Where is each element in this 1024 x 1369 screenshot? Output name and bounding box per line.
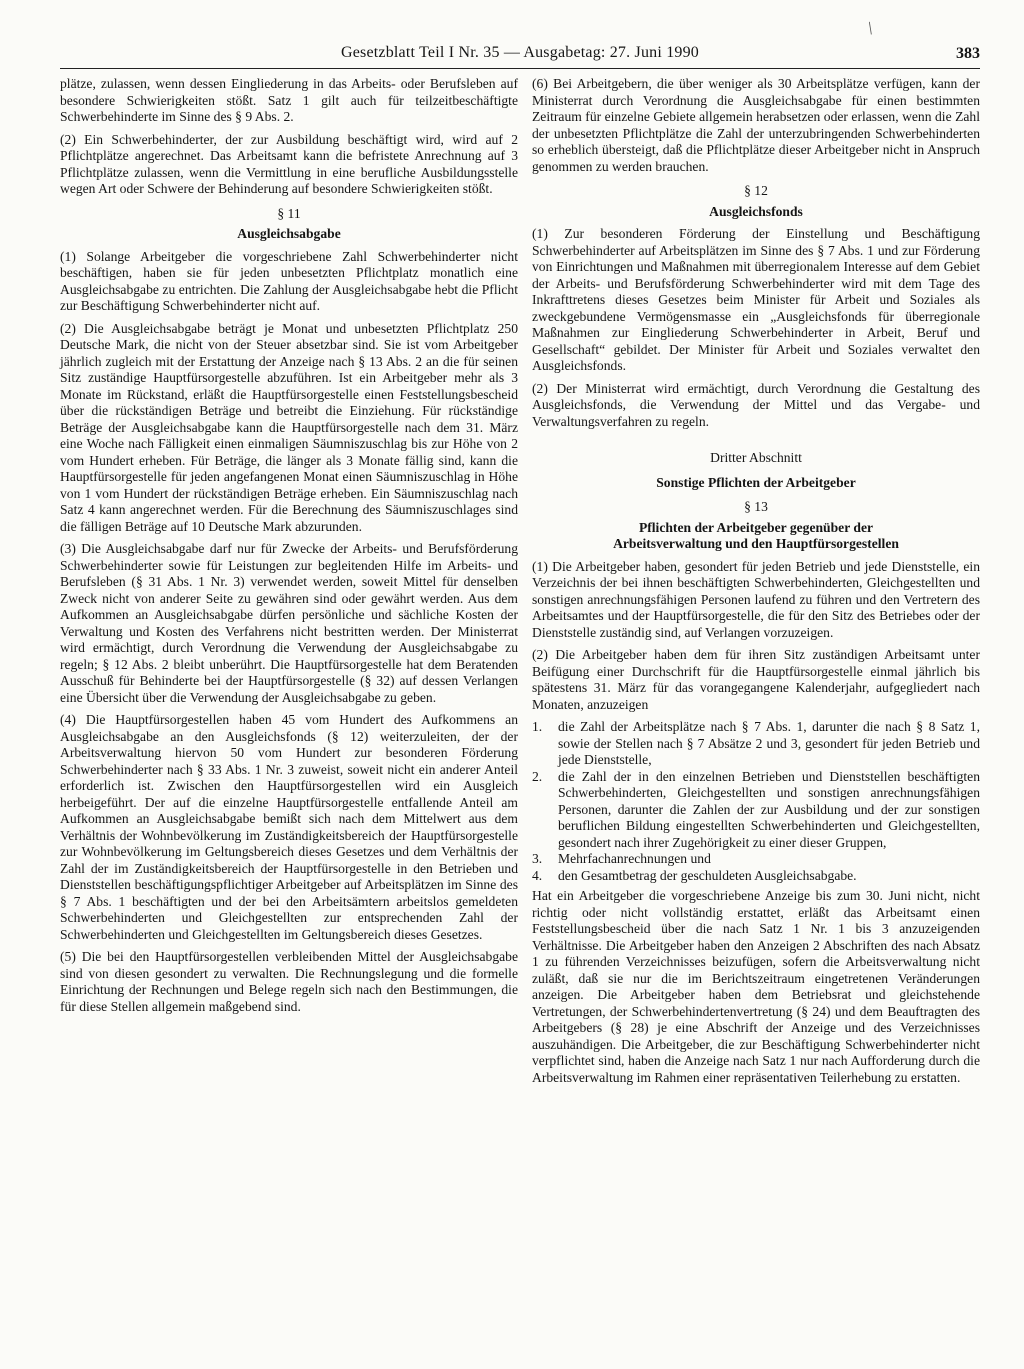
section-number-12: § 12 [744,183,768,198]
paragraph-s13-tail: Hat ein Arbeitgeber die vorgeschriebene Anzeige bis zum 30. Juni nicht, nicht richtig oder nicht vollständig erstattet, erläßt das Arbeitsamt einen Feststellungsbescheid über die nach Satz 1 Nr. 1 bis 3 anzuzeigenden Verhältnisse. Die Arbeitgeber haben den Anzeigen 2 Abschriften des nach Absatz 1 zu führenden Verzeichnisses beizufügen, sofern die Arbeitsverwaltung nicht zuläßt, daß sie nur die im Berichtszeitraum eingetretenen Veränderungen anzeigen. Die Arbeitgeber haben dem Betriebsrat und gleichstehende Vertretungen, der Schwerbehindertenvertretung (§ 24) und dem Beauftragten des Arbeitgebers (§ 28) je eine Abschrift der Anzeige und des Verzeichnisses auszuhändigen. Die Arbeitgeber, die zur Beschäftigung Schwerbehinderter nicht verpflichtet sind, haben die Anzeige nach Satz 1 nur nach Aufforderung durch die Arbeitsverwaltung im Rahmen einer repräsentativen Teilerhebung zu erstatten. [532,888,980,1085]
list-item-number: 2. [532,768,543,784]
list-item [532,719,980,769]
list-item [532,769,980,852]
paragraph-s11-abs1: (1) Solange Arbeitgeber die vorgeschriebene Zahl Schwerbehinderter nicht beschäftigen, haben sie für jeden unbesetzten Pflichtplatz monatlich eine Ausgleichsabgabe zu entrichten. Die Zahlung der Ausgleichsabgabe hebt die Pflicht zur Beschäftigung Schwerbehinderter nicht auf. [60,248,518,313]
list-item-number: 1. [532,719,543,734]
left-column [60,76,518,1021]
chapter-label: Dritter Abschnitt [710,450,802,465]
section-number-11: § 11 [277,205,301,221]
paragraph-s13-abs2: (2) Die Arbeitgeber haben dem für ihren Sitz zuständigen Arbeitsamt unter Beifügung einer Durchschrift für die Hauptfürsorgestelle einmal jährlich bis spätestens 31. März für das vorangegangene Kalenderjahr, aufgegliedert nach Monaten, anzuzeigen [532,647,980,712]
page-number: 383 [956,45,980,62]
paragraph-s12-abs2: (2) Der Ministerrat wird ermächtigt, durch Verordnung die Gestaltung des Ausgleichsfonds, die Verwendung der Mittel und das Vergabe- und Verwaltungsverfahren zu regeln. [532,380,980,429]
paragraph-s11-abs3: (3) Die Ausgleichsabgabe darf nur für Zwecke der Arbeits- und Berufsförderung Schwerbehinderter sowie für Leistungen zur begleitenden Hilfe im Arbeits- und Berufsleben (§ 31 Abs. 1 Nr. 3) verwendet werden, soweit Mittel für denselben Zweck nicht von anderer Seite zu gewähren sind oder gewährt werden. Aus dem Aufkommen an Ausgleichsabgabe dürfen persönliche und sächliche Kosten der Verwaltung und Kosten des Verfahrens nicht bestritten werden. Der Ministerrat wird ermächtigt, durch Verordnung die Verwendung der Ausgleichsabgabe zu regeln; § 12 Abs. 2 bleibt unberührt. Die Hauptfürsorgestelle hat dem Beratenden Ausschuß für Behinderte bei der Hauptfürsorgestelle (§ 32) auf dessen Verlangen eine Übersicht über die Verwendung der Ausgleichsabgabe zu geben. [60,541,518,705]
section-number-13: § 13 [744,499,768,514]
section-title-pflichten [532,520,980,553]
list-item-number: 4. [532,867,543,883]
chapter-title: Sonstige Pflichten der Arbeitgeber [656,474,856,490]
paragraph-s11-abs2: (2) Die Ausgleichsabgabe beträgt je Monat und unbesetzten Pflichtplatz 250 Deutsche Mark, die nicht von der Steuer absetzbar sind. Sie ist vom Arbeitgeber jährlich zugleich mit der Erstattung der Anzeige nach § 13 Abs. 2 an die für seinen Sitz zuständige Hauptfürsorgestelle abzuführen. Ist ein Arbeitgeber mehr als 3 Monate im Rückstand, erläßt die Hauptfürsorgestelle einen Feststellungsbescheid über die rückständigen Beträge und betreibt die Einziehung. Für rückständige Beträge der Ausgleichsabgabe kann die Hauptfürsorgestelle nach dem 31. März eine Woche nach Fälligkeit einen einmaligen Säumniszuschlag bis zur Höhe von 2 vom Hundert erheben. Für Beträge, die länger als 3 Monate fällig sind, kann die Hauptfürsorgestelle für jeden angefangenen Monat einen Säumniszuschlag in Höhe von 1 vom Hundert der rückständigen Beträge erheben. Ein Säumniszuschlag nach Satz 4 kann angerechnet werden. Für die Berechnung des Säumniszuschlages sind die fälligen Beträge auf 10 Deutsche Mark abzurunden. [60,320,518,534]
list-item [532,868,980,885]
paragraph-s10-abs2: (2) Ein Schwerbehinderter, der zur Ausbildung beschäftigt wird, wird auf 2 Pflichtplätze angerechnet. Das Arbeitsamt kann die befristete Anrechnung auf 3 Pflichtplätze zulassen, wenn die Vermittlung in eine berufliche Ausbildungsstelle wegen Art oder Schwere der Behinderung auf besondere Schwierigkeiten stößt. [60,131,518,196]
paragraph-s11-abs5: (5) Die bei den Hauptfürsorgestellen verbleibenden Mittel der Ausgleichsabgabe sind von diesen gesondert zu verwalten. Die Rechnungslegung und die formelle Einrichtung der Rechnungen und Belege regeln sich nach den Bestimmungen, die für diese Stellen allgemein maßgebend sind. [60,949,518,1014]
gazette-header-title: Gesetzblatt Teil I Nr. 35 — Ausgabetag: 27. Juni 1990 [340,44,700,61]
page-header [60,44,980,69]
list-item-text: die Zahl der in den einzelnen Betrieben und Dienststellen beschäftigten Schwerbehinderten, Gleichgestellten und sonstigen anrechnungsfähigen Personen, darunter die Zahlen der zur Ausbildung und der zur sonstigen beruflichen Bildung eingestellten Schwerbehinderten und Gleichgestellten, gesondert nach ihrer Zugehörigkeit zu einer dieser Gruppen, [558,768,980,850]
section-title-ausgleichsabgabe: Ausgleichsabgabe [237,226,341,241]
corner-pen-mark: / [863,18,878,39]
paragraph-s11-abs6: (6) Bei Arbeitgebern, die über weniger als 30 Arbeitsplätze verfügen, kann der Ministerrat durch Verordnung die Ausgleichsabgabe für einen bestimmten Zeitraum für einzelne Gebiete allgemein herabsetzen oder erlassen, wenn die Zahl der unbesetzten Pflichtplätze die Zahl der unterzubringenden Schwerbehinderten so erheblich übersteigt, daß die Pflichtplätze dieser Arbeitgeber nicht in Anspruch genommen zu werden brauchen. [532,76,980,174]
right-column [532,76,980,1092]
paragraph-s13-abs1: (1) Die Arbeitgeber haben, gesondert für jeden Betrieb und jede Dienststelle, ein Verzeichnis der bei ihnen beschäftigten Schwerbehinderten, Gleichgestellten und sonstigen anrechnungsfähigen Personen laufend zu führen und den Vertretern des Arbeitsamtes und der Hauptfürsorgestelle, die für den Sitz des Betriebes oder der Dienststelle zuständig sind, auf Verlangen vorzuzeigen. [532,558,980,640]
list-item [532,851,980,868]
section-title-ausgleichsfonds: Ausgleichsfonds [709,203,803,219]
section-title-line-2: Arbeitsverwaltung und den Hauptfürsorgestellen [613,536,899,551]
list-item-text: Mehrfachanrechnungen und [558,851,711,866]
paragraph-s11-abs4: (4) Die Hauptfürsorgestellen haben 45 vom Hundert des Aufkommens an Ausgleichsabgabe an den Ausgleichsfonds (§ 12) weiterzuleiten, der der Arbeitsverwaltung hiervon 50 vom Hundert zur besonderen Förderung Schwerbehinderter nach § 33 Abs. 1 Nr. 3 zuweist, soweit nicht ein anderer Anteil erforderlich ist. Zwischen den Hauptfürsorgestellen wird ein Ausgleich herbeigeführt. Der auf die einzelne Hauptfürsorgestelle entfallende Anteil am Aufkommen an Ausgleichsabgabe bemißt sich nach dem Mittelwert aus dem Verhältnis der Wohnbevölkerung im Zuständigkeitsbereich der Hauptfürsorgestelle zur Wohnbevölkerung im Geltungsbereich dieses Gesetzes und dem Verhältnis der Zahl der im Zuständigkeitsbereich der Hauptfürsorgestelle in den Betrieben und Dienststellen beschäftigungspflichtiger Arbeitgeber auf Arbeitsplätzen im Sinne des § 7 Abs. 1 beschäftigten und der bei den Arbeitsämtern arbeitslos gemeldeten Schwerbehinderten und Gleichgestellten zur entsprechenden Zahl der Schwerbehinderten und Gleichgestellten im Geltungsbereich dieses Gesetzes. [60,712,518,942]
numbered-list [532,719,980,884]
section-title-line-1: Pflichten der Arbeitgeber gegenüber der [638,519,874,535]
list-item-number: 3. [532,851,543,866]
list-item-text: die Zahl der Arbeitsplätze nach § 7 Abs. 1, darunter die nach § 8 Satz 1, sowie der Stellen nach § 7 Absätze 2 und 3, gesondert für jeden Betrieb und jede Dienststelle, [558,719,980,767]
paragraph-s12-abs1: (1) Zur besonderen Förderung der Einstellung und Beschäftigung Schwerbehinderter auf Arbeitsplätzen im Sinne des § 7 Abs. 1 und zur Förderung von Einrichtungen und Maßnahmen mit überregionalem Interesse auf dem Gebiet der Arbeits- und Berufsförderung Schwerbehinderter wird mit dem Tage des Inkrafttretens dieses Gesetzes beim Minister für Arbeit und Soziales als zweckgebundene Vermögensmasse ein „Ausgleichsfonds für überregionale Maßnahmen zur Eingliederung Schwerbehinderter in Arbeit, Beruf und Gesellschaft“ gebildet. Der Minister für Arbeit und Soziales verwaltet den Ausgleichsfonds. [532,226,980,373]
list-item-text: den Gesamtbetrag der geschuldeten Ausgleichsabgabe. [558,867,857,883]
paragraph-continued: plätze, zulassen, wenn dessen Eingliederung in das Arbeits- oder Berufsleben auf besondere Schwierigkeiten stößt. Satz 1 gilt auch für teilzeitbeschäftigte Schwerbehinderte im Sinne des § 9 Abs. 2. [60,76,518,124]
